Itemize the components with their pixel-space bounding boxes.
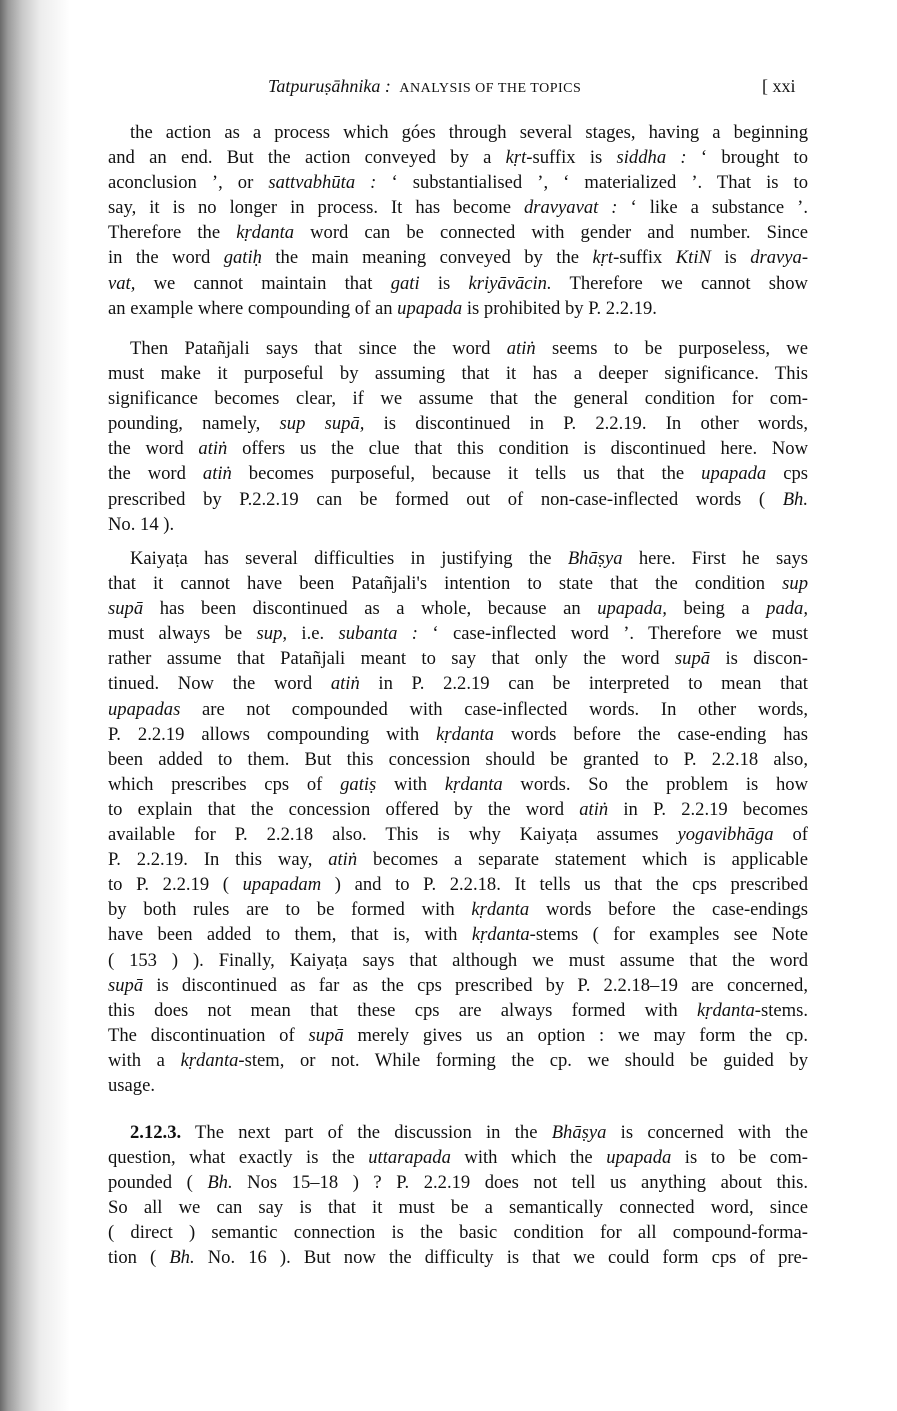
italic-term: upapadas: [108, 698, 181, 720]
text-line: [108, 411, 808, 436]
text-line: [108, 461, 808, 486]
text-line: [108, 897, 808, 922]
text-run: words before the case-endings: [529, 899, 808, 921]
text-run: significance becomes clear, if we assume that the general condition for com-: [108, 388, 808, 410]
italic-term: upapada: [606, 1147, 672, 1169]
text-run: in the word: [108, 247, 224, 269]
italic-term: kriyāvācin.: [468, 272, 552, 294]
italic-term: upapada,: [597, 598, 667, 620]
text-run: pounding, namely,: [108, 413, 280, 435]
italic-term: Bhāṣya: [567, 548, 623, 569]
text-run: question, what exactly is the: [108, 1147, 369, 1169]
text-run: The next part of the discussion in the: [181, 1122, 552, 1143]
text-line: [108, 1145, 808, 1170]
text-run: tinued. Now the word: [108, 673, 331, 695]
text-line: [108, 1023, 808, 1048]
text-run: by both rules are to be formed with: [108, 899, 472, 921]
header-title-caps: ANALYSIS OF THE TOPICS: [399, 81, 582, 96]
text-run: -stem, or not. While forming the cp. we should be guided by: [238, 1049, 808, 1071]
text-run: -stems ( for examples see Note: [529, 924, 808, 946]
italic-term: KtiN: [675, 247, 711, 269]
page-number: [ xxi: [762, 76, 796, 96]
text-line: [108, 145, 808, 170]
text-run: with a: [108, 1049, 181, 1071]
text-run: we cannot maintain that: [135, 272, 391, 294]
italic-term: dravya-: [750, 247, 808, 269]
text-run: The discontinuation of: [108, 1024, 309, 1046]
text-run: is discontinued in P. 2.2.19. In other words,: [364, 413, 808, 435]
italic-term: upapada: [397, 297, 463, 319]
text-run: Nos 15–18 ) ? P. 2.2.19 does not tell us anything about this.: [232, 1172, 808, 1194]
text-line: [108, 361, 808, 386]
text-run: ‘ case-inflected word ’. Therefore we must: [418, 623, 808, 645]
text-run: to P. 2.2.19 (: [108, 874, 243, 896]
text-run: and an end. But the action conveyed by a: [108, 147, 506, 169]
text-run: word can be connected with gender and number. Since: [294, 222, 808, 244]
italic-term: gati: [390, 272, 420, 294]
text-run: which prescribes cps of: [108, 773, 341, 795]
text-run: have been added to them, that is, with: [108, 924, 472, 946]
text-run: must always be: [108, 623, 257, 645]
italic-term: gatiḥ: [223, 247, 262, 269]
italic-term: Bh.: [169, 1247, 195, 1269]
italic-term: atiṅ: [198, 438, 228, 460]
text-line: [108, 646, 808, 671]
italic-term: Bh.: [207, 1172, 233, 1194]
text-run: P. 2.2.19. In this way,: [108, 849, 329, 871]
text-run: the word: [108, 463, 203, 485]
italic-term: atiṅ: [506, 338, 536, 359]
text-line: [108, 487, 808, 512]
text-run: words before the case-ending has: [493, 723, 808, 745]
text-run: usage.: [108, 1074, 155, 1096]
text-run: ) and to P. 2.2.18. It tells us that the cps prescribed: [321, 874, 808, 896]
text-run: with which the: [450, 1147, 607, 1169]
text-line: [108, 546, 808, 571]
italic-term: kṛdanta: [236, 222, 295, 244]
running-header: [268, 76, 581, 97]
text-run: in P. 2.2.19 can be interpreted to mean that: [359, 673, 808, 695]
header-title-italic: Tatpuruṣāhnika :: [268, 76, 391, 96]
italic-term: supā: [108, 974, 144, 996]
text-run: available for P. 2.2.18 also. This is why Kaiyaṭa assumes: [108, 824, 678, 846]
text-line: [108, 336, 808, 361]
italic-term: upapada: [701, 463, 767, 485]
text-run: is: [710, 247, 751, 269]
text-run: No. 16 ). But now the difficulty is that we could form cps of pre-: [194, 1247, 808, 1269]
text-run: prescribed by P.2.2.19 can be formed out of non-case-inflected words (: [108, 488, 783, 510]
text-run: words. So the problem is how: [502, 773, 808, 795]
text-line: [108, 621, 808, 646]
text-line: [108, 1245, 808, 1270]
text-run: the main meaning conveyed by the: [261, 247, 593, 269]
text-run: ‘ like a substance ’.: [617, 197, 808, 219]
text-line: [108, 847, 808, 872]
italic-term: kṛdanta: [696, 999, 755, 1021]
text-run: Then Patañjali says that since the word: [130, 338, 507, 359]
text-line: [108, 120, 808, 145]
paragraph: [108, 120, 808, 321]
italic-term: gatiṣ: [340, 773, 377, 795]
italic-term: atiṅ: [579, 798, 609, 820]
text-line: [108, 1170, 808, 1195]
text-run: ( 153 ) ). Finally, Kaiyaṭa says that although we must assume that the word: [108, 949, 808, 971]
text-run: been added to them. But this concession should be granted to P. 2.2.18 also,: [108, 748, 808, 770]
text-line: [108, 772, 808, 797]
text-line: [108, 1220, 808, 1245]
text-line: [108, 1120, 808, 1145]
text-line: [108, 671, 808, 696]
text-run: Therefore the: [108, 222, 237, 244]
text-line: [108, 697, 808, 722]
text-run: P. 2.2.19 allows compounding with: [108, 723, 437, 745]
italic-term: uttarapada: [368, 1147, 451, 1169]
italic-term: supā: [674, 648, 711, 670]
text-line: [108, 822, 808, 847]
italic-term: kṛdanta: [444, 773, 503, 795]
text-run: in P. 2.2.19 becomes: [608, 798, 808, 820]
text-line: [108, 296, 808, 321]
text-run: -suffix is: [526, 147, 617, 169]
text-run: here. First he says: [622, 548, 808, 569]
paragraph: [108, 336, 808, 537]
text-line: [108, 998, 808, 1023]
text-run: -stems.: [754, 999, 808, 1021]
text-run: of: [773, 824, 808, 846]
text-line: [108, 973, 808, 998]
paragraph: [108, 546, 808, 1098]
text-run: must make it purposeful by assuming that it has a deeper significance. This: [108, 363, 808, 385]
text-line: [108, 1048, 808, 1073]
text-line: [108, 271, 808, 296]
italic-term: dravyavat :: [523, 197, 618, 219]
italic-term: siddha :: [616, 147, 687, 169]
italic-term: sattvabhūta :: [268, 172, 377, 194]
text-run: i.e.: [287, 623, 339, 645]
text-run: cps: [766, 463, 808, 485]
italic-term: sup supā,: [279, 413, 365, 435]
scan-edge-shadow: [0, 0, 70, 1411]
text-line: [108, 195, 808, 220]
text-run: ( direct ) semantic connection is the basic condition for all compound-forma-: [108, 1222, 808, 1244]
text-line: [108, 245, 808, 270]
italic-term: vat,: [108, 272, 136, 294]
text-line: [108, 797, 808, 822]
text-run: the word: [108, 438, 199, 460]
italic-term: atiṅ: [330, 673, 360, 695]
text-run: is concerned with the: [606, 1122, 808, 1143]
text-run: are not compounded with case-inflected words. In other words,: [180, 698, 808, 720]
text-run: aconclusion ’, or: [108, 172, 269, 194]
italic-term: atiṅ: [328, 849, 358, 871]
text-run: merely gives us an option : we may form the cp.: [343, 1024, 808, 1046]
section-number: 2.12.3.: [130, 1122, 182, 1143]
text-run: being a: [666, 598, 767, 620]
text-run: the action as a process which góes through several stages, having a beginning: [130, 122, 808, 143]
text-run: that it cannot have been Patañjali's intention to state that the condition: [108, 573, 783, 595]
text-run: an example where compounding of an: [108, 297, 398, 319]
text-line: [108, 1073, 808, 1098]
italic-term: Bh.: [782, 488, 808, 510]
text-run: is: [419, 272, 469, 294]
italic-term: kṛt: [592, 247, 614, 269]
text-run: is prohibited by P. 2.2.19.: [462, 297, 657, 319]
text-run: -suffix: [613, 247, 676, 269]
text-run: is discon-: [710, 648, 808, 670]
italic-term: kṛdanta: [471, 924, 530, 946]
text-line: [108, 922, 808, 947]
text-run: say, it is no longer in process. It has become: [108, 197, 524, 219]
text-line: [108, 872, 808, 897]
text-run: becomes a separate statement which is applicable: [357, 849, 808, 871]
text-run: seems to be purposeless, we: [535, 338, 808, 359]
italic-term: upapadam: [242, 874, 322, 896]
italic-term: supā: [308, 1024, 344, 1046]
text-line: [108, 512, 808, 537]
text-run: ‘ brought to: [686, 147, 808, 169]
text-line: [108, 436, 808, 461]
text-run: to explain that the concession offered by the word: [108, 798, 580, 820]
italic-term: yogavibhāga: [677, 824, 774, 846]
text-run: has been discontinued as a whole, because an: [143, 598, 598, 620]
text-run: Therefore we cannot show: [551, 272, 808, 294]
paragraph: [108, 1120, 808, 1271]
italic-term: supā: [108, 598, 144, 620]
text-run: No. 14 ).: [108, 513, 175, 535]
text-run: rather assume that Patañjali meant to say that only the word: [108, 648, 675, 670]
text-line: [108, 386, 808, 411]
text-run: ‘ substantialised ’, ‘ materialized ’. That is to: [376, 172, 808, 194]
italic-term: subanta :: [338, 623, 418, 645]
text-run: Kaiyaṭa has several difficulties in justifying the: [130, 548, 568, 569]
text-run: So all we can say is that it must be a semantically connected word, since: [108, 1197, 808, 1219]
italic-term: sup,: [256, 623, 288, 645]
text-line: [108, 1195, 808, 1220]
text-run: is discontinued as far as the cps prescribed by P. 2.2.18–19 are concerned,: [143, 974, 808, 996]
text-run: with: [376, 773, 445, 795]
text-line: [108, 170, 808, 195]
italic-term: kṛdanta: [471, 899, 530, 921]
text-line: [108, 220, 808, 245]
italic-term: kṛdanta: [436, 723, 494, 745]
text-run: is to be com-: [671, 1147, 808, 1169]
text-run: offers us the clue that this condition is discontinued here. Now: [227, 438, 808, 460]
italic-term: atiṅ: [202, 463, 232, 485]
italic-term: sup: [782, 573, 808, 595]
text-run: becomes purposeful, because it tells us that the: [231, 463, 702, 485]
italic-term: pada,: [766, 598, 808, 620]
text-line: [108, 596, 808, 621]
text-line: [108, 722, 808, 747]
italic-term: Bhāṣya: [551, 1122, 607, 1143]
text-run: this does not mean that these cps are always formed with: [108, 999, 697, 1021]
text-line: [108, 948, 808, 973]
italic-term: kṛt: [505, 147, 527, 169]
text-run: tion (: [108, 1247, 170, 1269]
text-line: [108, 747, 808, 772]
text-line: [108, 571, 808, 596]
text-run: pounded (: [108, 1172, 208, 1194]
italic-term: kṛdanta: [180, 1049, 239, 1071]
